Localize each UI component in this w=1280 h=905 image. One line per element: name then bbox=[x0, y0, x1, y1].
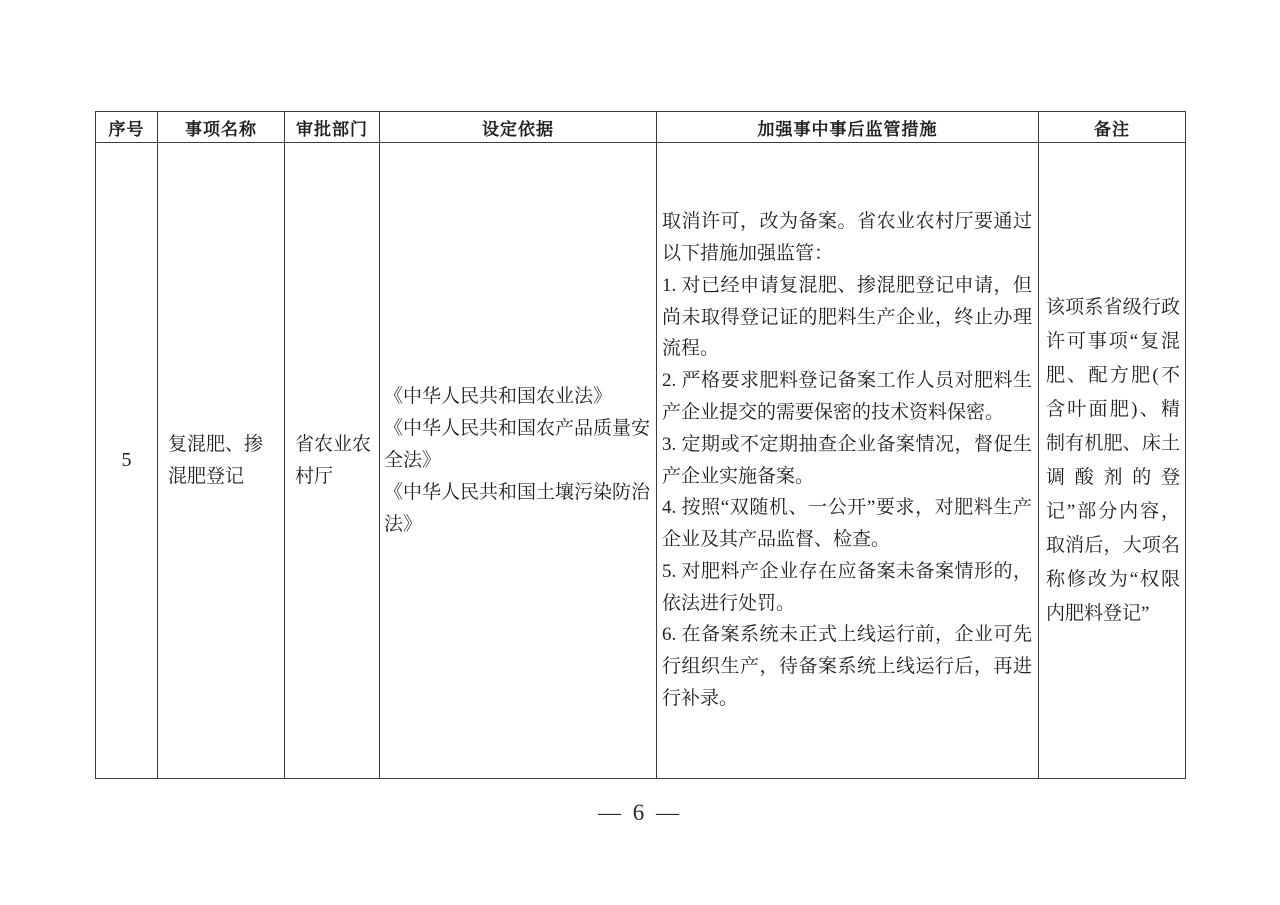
measures-cell bbox=[657, 143, 1039, 779]
measure-paragraph: 2. 严格要求肥料登记备案工作人员对肥料生产企业提交的需要保密的技术资料保密。 bbox=[662, 370, 1032, 423]
measure-paragraph: 4. 按照“双随机、一公开”要求，对肥料生产企业及其产品监督、检查。 bbox=[662, 497, 1032, 551]
header-measures: 加强事中事后监管措施 bbox=[657, 112, 1039, 143]
measure-paragraph: 3. 定期或不定期抽查企业备案情况，督促生产企业实施备案。 bbox=[662, 433, 1032, 487]
header-department: 审批部门 bbox=[285, 112, 380, 143]
measure-paragraph: 5. 对肥料产企业存在应备案未备案情形的，依法进行处罚。 bbox=[662, 560, 1032, 614]
page-number: — 6 — bbox=[598, 800, 682, 825]
table-row bbox=[96, 143, 1186, 779]
header-legal-basis: 设定依据 bbox=[380, 112, 657, 143]
legal-basis-cell bbox=[380, 143, 657, 779]
supervision-measures-table bbox=[95, 111, 1186, 779]
item-name-cell: 复混肥、掺混肥登记 bbox=[158, 143, 285, 779]
header-remark: 备注 bbox=[1039, 112, 1186, 143]
legal-basis-entry: 《中华人民共和国农产品质量安全法》 bbox=[384, 417, 651, 471]
header-seq: 序号 bbox=[96, 112, 158, 143]
header-row bbox=[96, 112, 1186, 143]
legal-basis-entry: 《中华人民共和国土壤污染防治法》 bbox=[384, 481, 651, 535]
legal-basis-entry: 《中华人民共和国农业法》 bbox=[384, 385, 613, 407]
remark-cell: 该项系省级行政许可事项“复混肥、配方肥(不含叶面肥)、精制有机肥、床土调酸剂的登记”部分内容，取消后，大项名称修改为“权限内肥料登记” bbox=[1039, 143, 1186, 779]
department-cell: 省农业农村厅 bbox=[285, 143, 380, 779]
measure-paragraph: 6. 在备案系统未正式上线运行前，企业可先行组织生产，待备案系统上线运行后，再进行补录。 bbox=[662, 624, 1032, 710]
header-item-name: 事项名称 bbox=[158, 112, 285, 143]
seq-cell: 5 bbox=[96, 143, 158, 779]
measure-paragraph: 取消许可，改为备案。省农业农村厅要通过以下措施加强监管： bbox=[662, 211, 1032, 264]
measure-paragraph: 1. 对已经申请复混肥、掺混肥登记申请，但尚未取得登记证的肥料生产企业，终止办理流程。 bbox=[662, 274, 1032, 360]
